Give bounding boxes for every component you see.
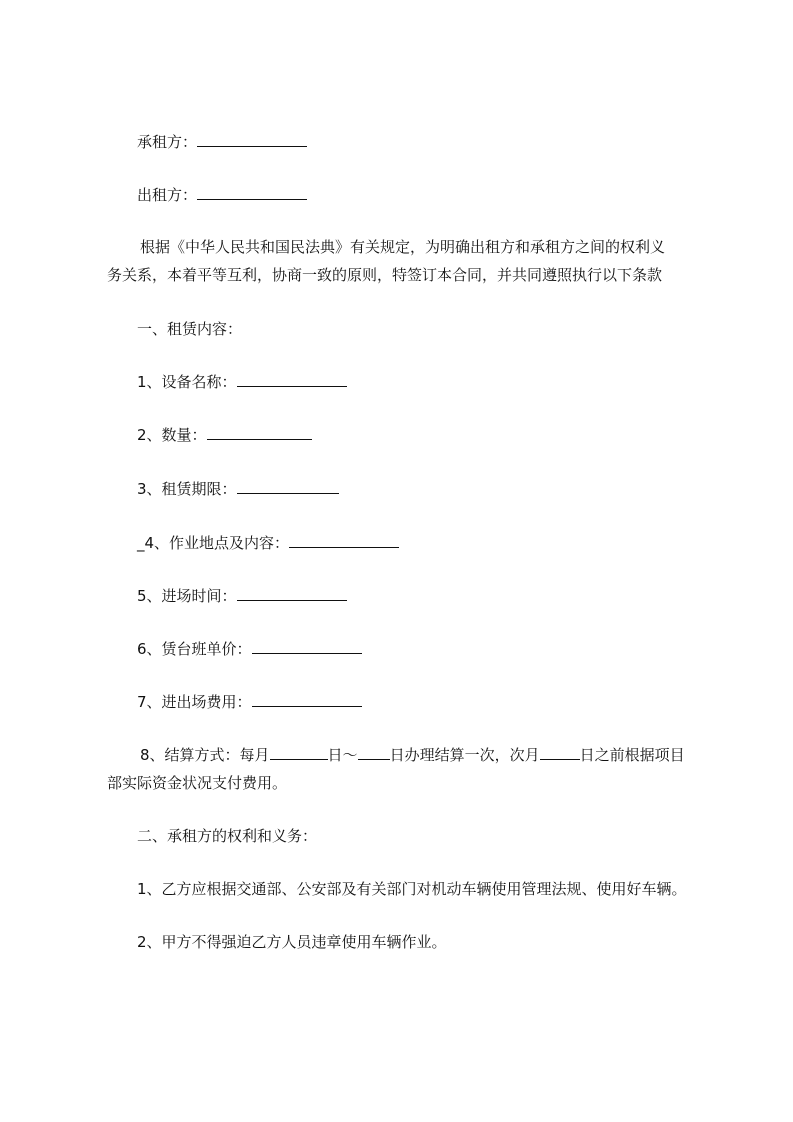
entry-time-label: 5、进场时间： bbox=[137, 587, 237, 605]
item-unit-price bbox=[137, 638, 362, 660]
lessee-blank bbox=[197, 132, 307, 147]
intro-paragraph-line2: 务关系，本着平等互利，协商一致的原则，特签订本合同，并共同遵照执行以下条款 bbox=[107, 266, 663, 284]
quantity-label: 2、数量： bbox=[137, 426, 207, 444]
section2-item2: 2、甲方不得强迫乙方人员违章使用车辆作业。 bbox=[137, 933, 447, 951]
lessor-field bbox=[137, 184, 307, 206]
item-quantity bbox=[137, 424, 312, 446]
lease-term-label: 3、租赁期限： bbox=[137, 480, 237, 498]
section1-heading: 一、租赁内容： bbox=[137, 320, 243, 338]
entry-exit-fee-blank bbox=[252, 692, 362, 707]
unit-price-blank bbox=[252, 639, 362, 654]
lease-term-blank bbox=[237, 479, 339, 494]
lessee-field bbox=[137, 131, 307, 153]
item-work-location bbox=[137, 532, 399, 554]
equipment-name-label: 1、设备名称： bbox=[137, 373, 237, 391]
lessee-label: 承租方： bbox=[137, 133, 198, 151]
intro-paragraph-line1: 根据《中华人民共和国民法典》有关规定，为明确出租方和承租方之间的权利义 bbox=[140, 238, 666, 256]
item-settlement bbox=[140, 744, 685, 766]
work-location-label: _4、作业地点及内容： bbox=[137, 534, 290, 552]
settlement-day-range: 日～ bbox=[327, 746, 358, 764]
quantity-blank bbox=[207, 425, 312, 440]
item-entry-exit-fee bbox=[137, 691, 362, 713]
lessor-blank bbox=[197, 185, 307, 200]
settlement-next-month-blank bbox=[540, 745, 580, 760]
section2-heading: 二、承租方的权利和义务： bbox=[137, 827, 318, 845]
settlement-once-text: 日办理结算一次，次月 bbox=[389, 746, 540, 764]
section2-item1: 1、乙方应根据交通部、公安部及有关部门对机动车辆使用管理法规、使用好车辆。 bbox=[137, 880, 687, 898]
work-location-blank bbox=[289, 533, 399, 548]
item-entry-time bbox=[137, 585, 347, 607]
equipment-name-blank bbox=[237, 372, 347, 387]
lessor-label: 出租方： bbox=[137, 186, 198, 204]
item-lease-term bbox=[137, 478, 339, 500]
settlement-prefix: 8、结算方式：每月 bbox=[140, 746, 270, 764]
settlement-before-text: 日之前根据项目 bbox=[579, 746, 685, 764]
settlement-line2: 部实际资金状况支付费用。 bbox=[107, 774, 288, 792]
settlement-start-day-blank bbox=[270, 745, 328, 760]
entry-time-blank bbox=[237, 586, 347, 601]
entry-exit-fee-label: 7、进出场费用： bbox=[137, 693, 252, 711]
settlement-end-day-blank bbox=[358, 745, 390, 760]
unit-price-label: 6、赁台班单价： bbox=[137, 640, 252, 658]
item-equipment-name bbox=[137, 371, 347, 393]
